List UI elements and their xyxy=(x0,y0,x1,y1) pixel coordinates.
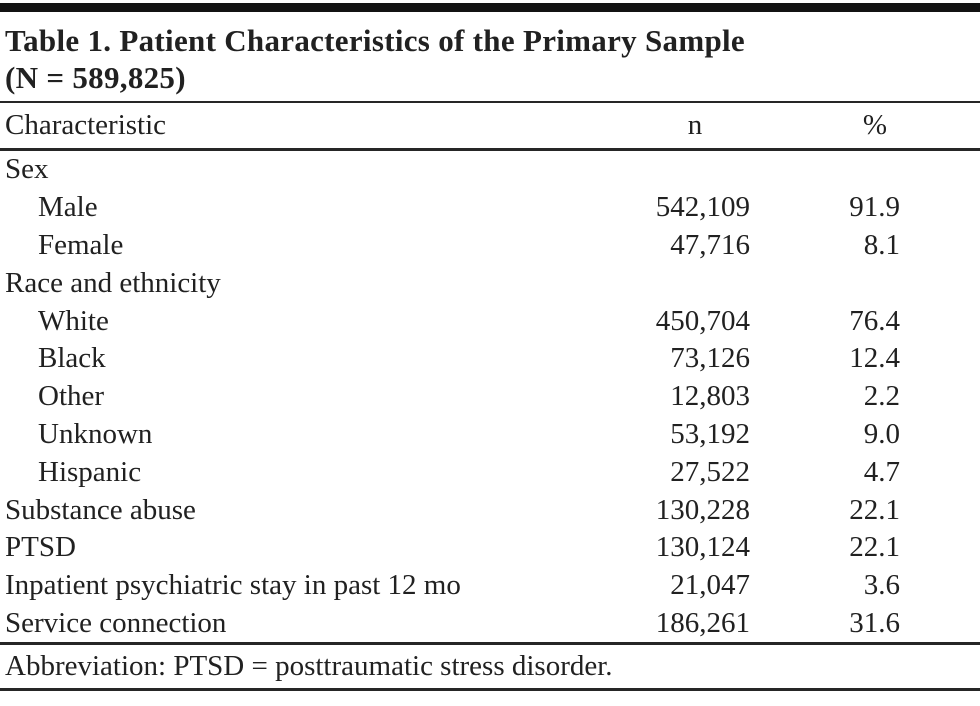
row-n-value: 27,522 xyxy=(670,455,750,488)
table-header-row xyxy=(0,103,980,151)
row-label: Service connection xyxy=(5,606,227,639)
table-top-rule xyxy=(0,3,980,12)
row-pct-value: 91.9 xyxy=(849,191,900,224)
row-label: Race and ethnicity xyxy=(5,266,221,299)
row-label: Substance abuse xyxy=(5,493,196,526)
table-row xyxy=(0,491,980,529)
row-label: Female xyxy=(38,228,124,261)
row-label: Hispanic xyxy=(38,455,142,488)
table-row xyxy=(0,302,980,340)
table-title-line2: (N = 589,825) xyxy=(5,60,186,95)
row-label: Inpatient psychiatric stay in past 12 mo xyxy=(5,569,461,602)
row-pct-value: 22.1 xyxy=(849,531,900,564)
row-pct-value: 4.7 xyxy=(863,455,900,488)
row-pct-value: 76.4 xyxy=(849,304,900,337)
header-characteristic: Characteristic xyxy=(5,109,167,141)
row-n-value: 47,716 xyxy=(670,228,750,261)
row-pct-value: 31.6 xyxy=(849,606,900,639)
header-n: n xyxy=(687,109,703,141)
table-row xyxy=(0,189,980,227)
row-label: Male xyxy=(38,191,98,224)
row-n-value: 130,124 xyxy=(655,531,750,564)
table-row xyxy=(0,264,980,302)
table-row xyxy=(0,605,980,643)
row-pct-value: 2.2 xyxy=(863,380,900,413)
row-n-value: 21,047 xyxy=(670,569,750,602)
table-row xyxy=(0,151,980,189)
row-label: Sex xyxy=(5,153,49,186)
table-row xyxy=(0,340,980,378)
row-pct-value: 12.4 xyxy=(849,342,900,375)
row-label: PTSD xyxy=(5,531,76,564)
row-label: Black xyxy=(38,342,106,375)
row-n-value: 450,704 xyxy=(655,304,750,337)
row-pct-value: 8.1 xyxy=(863,228,900,261)
table-row xyxy=(0,529,980,567)
row-label: Unknown xyxy=(38,417,153,450)
table-body xyxy=(0,151,980,642)
row-label: White xyxy=(38,304,109,337)
row-n-value: 73,126 xyxy=(670,342,750,375)
row-label: Other xyxy=(38,380,105,413)
table-row xyxy=(0,227,980,265)
row-pct-value: 22.1 xyxy=(849,493,900,526)
row-n-value: 53,192 xyxy=(670,417,750,450)
journal-table-page xyxy=(0,3,980,706)
table-title-line1: Table 1. Patient Characteristics of the Primary Sample xyxy=(5,23,745,58)
table-row xyxy=(0,416,980,454)
table-row xyxy=(0,378,980,416)
table-title-block xyxy=(0,12,980,103)
table-row xyxy=(0,567,980,605)
row-pct-value: 3.6 xyxy=(863,569,900,602)
table-footnote: Abbreviation: PTSD = posttraumatic stress disorder. xyxy=(0,642,980,691)
row-n-value: 186,261 xyxy=(655,606,750,639)
table-row xyxy=(0,453,980,491)
header-percent: % xyxy=(862,109,888,141)
row-n-value: 542,109 xyxy=(655,191,750,224)
row-pct-value: 9.0 xyxy=(863,417,900,450)
row-n-value: 130,228 xyxy=(655,493,750,526)
row-n-value: 12,803 xyxy=(670,380,750,413)
